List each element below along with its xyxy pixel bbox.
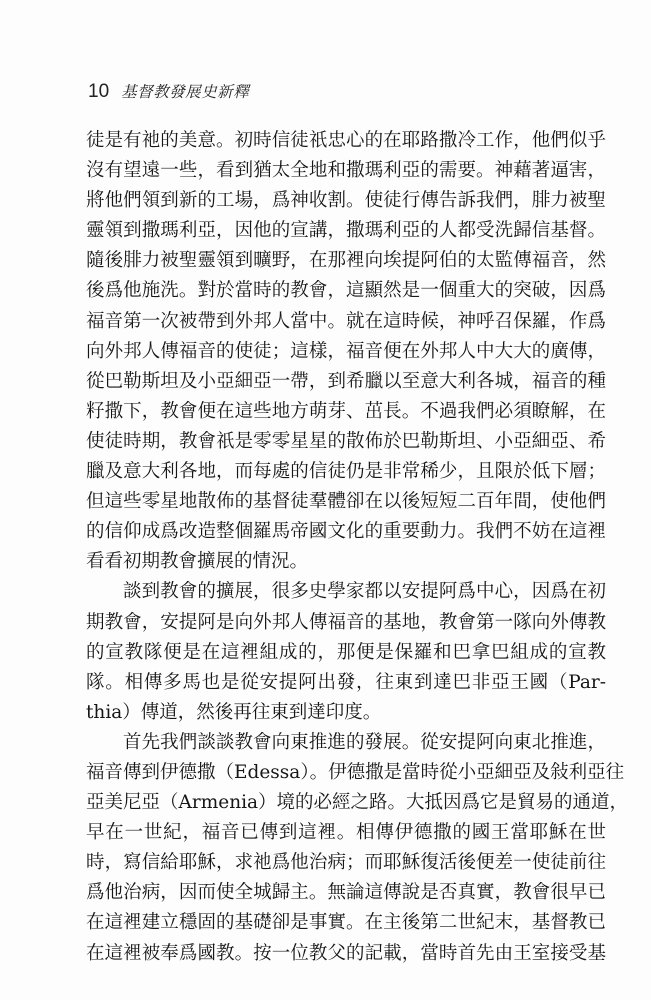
text-line: 的宣教隊便是在這裡組成的，那便是保羅和巴拿巴組成的宣教 — [86, 641, 606, 663]
text-line: 徒是有祂的美意。初時信徒祇忠心的在耶路撒冷工作，他們似乎 — [86, 130, 606, 151]
book-title: 基督教發展史新釋 — [121, 83, 250, 101]
text-line: 早在一世紀，福音已傳到這裡。相傳伊德撒的國王當耶穌在世 — [86, 822, 606, 844]
text-line: 但這些零星地散佈的基督徒羣體卻在以後短短二百年間，使他們 — [86, 491, 606, 513]
text-line: 使徒時期，教會祇是零零星星的散佈於巴勒斯坦、小亞細亞、希 — [86, 430, 606, 452]
text-line: 隨後腓力被聖靈領到曠野，在那裡向埃提阿伯的太監傳福音，然 — [86, 250, 606, 272]
body-text — [86, 126, 629, 969]
text-line: 看看初期教會擴展的情況。 — [86, 551, 309, 573]
text-line: 靈領到撒瑪利亞，因他的宣講，撒瑪利亞的人都受洗歸信基督。 — [86, 220, 606, 242]
text-line: 將他們領到新的工場，爲神收割。使徒行傳告訴我們，腓力被聖 — [86, 190, 606, 212]
text-line: 臘及意大利各地，而每處的信徒仍是非常稀少，且限於低下層； — [86, 461, 606, 483]
text-line: 在這裡建立穩固的基礎卻是事實。在主後第二世紀末，基督教已 — [86, 912, 606, 934]
text-line: thia）傳道，然後再往東到達印度。 — [86, 701, 382, 723]
running-header — [88, 80, 249, 108]
text-line: 時，寫信給耶穌，求祂爲他治病；而耶穌復活後便差一使徒前往 — [86, 852, 606, 874]
text-line: 談到教會的擴展，很多史學家都以安提阿爲中心，因爲在初 — [123, 581, 606, 603]
text-line: 在這裡被奉爲國教。按一位教父的記載，當時首先由王室接受基 — [86, 942, 606, 964]
page-number: 10 — [88, 81, 110, 102]
text-line: 從巴勒斯坦及小亞細亞一帶，到希臘以至意大利各城，福音的種 — [86, 370, 606, 392]
text-line: 福音第一次被帶到外邦人當中。就在這時候，神呼召保羅，作爲 — [86, 310, 606, 332]
text-line: 後爲他施洗。對於當時的教會，這顯然是一個重大的突破，因爲 — [86, 280, 606, 302]
paragraph-2 — [86, 577, 606, 727]
text-line: 亞美尼亞（Armenia）境的必經之路。大抵因爲它是貿易的通道， — [86, 792, 629, 814]
text-line: 期教會，安提阿是向外邦人傳福音的基地，教會第一隊向外傳教 — [86, 611, 606, 633]
text-line: 沒有望遠一些，看到猶太全地和撒瑪利亞的需要。神藉著逼害， — [86, 160, 606, 182]
text-line: 的信仰成爲改造整個羅馬帝國文化的重要動力。我們不妨在這裡 — [86, 521, 606, 543]
text-line: 隊。相傳多馬也是從安提阿出發，往東到達巴非亞王國（Par- — [86, 671, 606, 693]
paragraph-3 — [86, 728, 629, 969]
text-line: 爲他治病，因而使全城歸主。無論這傳說是否真實，教會很早已 — [86, 882, 606, 904]
text-line: 福音傳到伊德撒（Edessa）。伊德撒是當時從小亞細亞及敍利亞往 — [86, 761, 625, 783]
paragraph-1 — [86, 126, 606, 577]
text-line: 首先我們談談教會向東推進的發展。從安提阿向東北推進， — [123, 731, 606, 753]
text-line: 向外邦人傳福音的使徒；這樣，福音便在外邦人中大大的廣傳， — [86, 340, 606, 362]
text-line: 籽撒下，教會便在這些地方萌芽、茁長。不過我們必須瞭解，在 — [86, 400, 606, 422]
